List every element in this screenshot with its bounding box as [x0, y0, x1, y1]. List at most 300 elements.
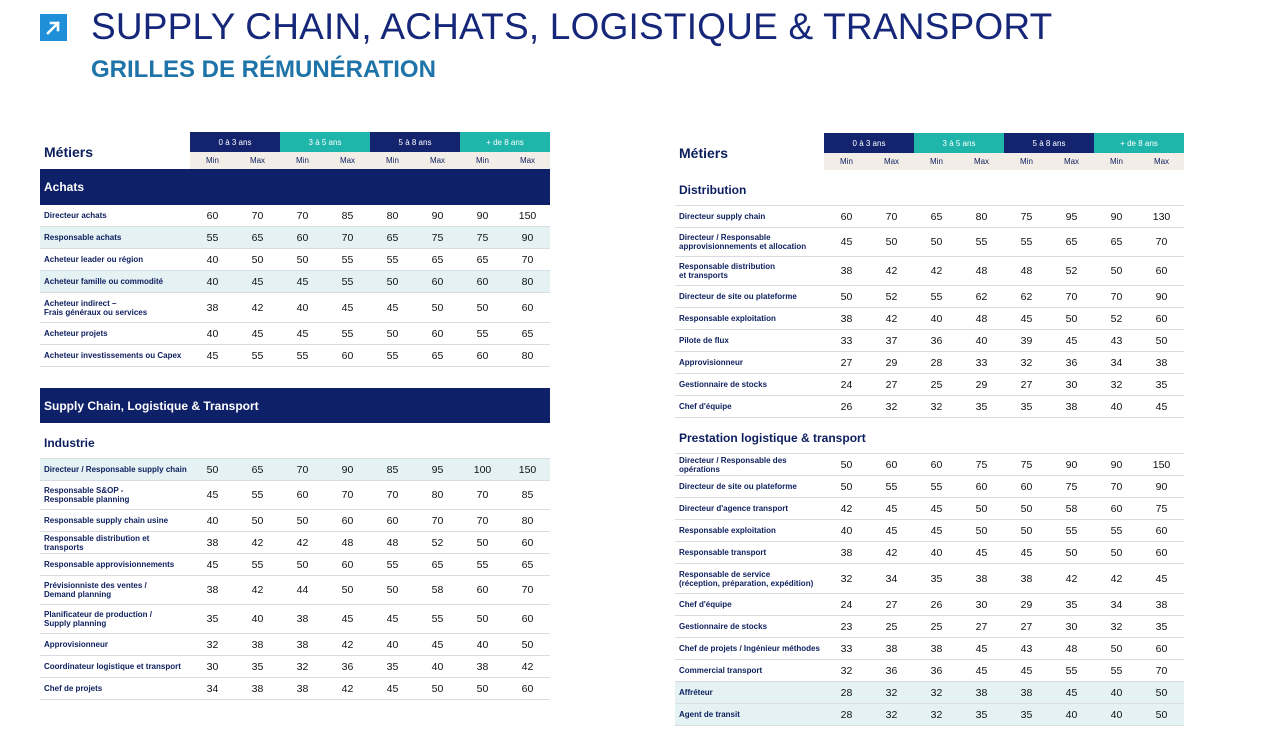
salary-value: 45	[840, 236, 853, 248]
salary-value: 50	[341, 584, 354, 596]
minmax-label: Max	[973, 157, 990, 166]
table-row	[40, 656, 550, 678]
salary-value: 70	[521, 253, 534, 266]
salary-value: 52	[431, 536, 444, 549]
salary-value: 90	[1110, 458, 1123, 471]
salary-value: 26	[930, 598, 943, 611]
table-row	[675, 257, 1184, 286]
table-row	[675, 286, 1184, 308]
salary-value: 45	[206, 558, 219, 571]
salary-value: 80	[975, 210, 988, 223]
salary-value: 32	[206, 638, 219, 651]
salary-value: 60	[296, 489, 309, 501]
salary-value: 38	[251, 638, 264, 651]
salary-value: 50	[975, 502, 988, 515]
salary-values	[824, 621, 1184, 633]
salary-value: 55	[251, 349, 264, 362]
experience-group-3: + de 8 ans	[1094, 133, 1184, 153]
salary-value: 70	[1110, 290, 1123, 303]
salary-value: 45	[1020, 546, 1033, 559]
experience-group-1: 3 à 5 ans	[914, 133, 1004, 153]
salary-value: 65	[251, 231, 264, 244]
salary-value: 38	[1020, 572, 1033, 585]
salary-value: 27	[975, 620, 988, 633]
salary-value: 75	[431, 231, 444, 244]
job-title: Responsable approvisionnements	[44, 560, 175, 569]
salary-value: 25	[885, 620, 898, 633]
salary-value: 32	[930, 708, 943, 721]
salary-value: 37	[885, 334, 898, 347]
salary-value: 60	[476, 349, 489, 362]
job-title: Responsable transport	[679, 548, 767, 557]
job-title: Gestionnaire de stocks	[679, 380, 768, 389]
salary-value: 55	[1020, 236, 1033, 248]
salary-value: 65	[476, 253, 489, 266]
salary-value: 52	[885, 290, 898, 303]
salary-value: 55	[1110, 524, 1123, 537]
experience-group-0: 0 à 3 ans	[190, 132, 280, 152]
salary-value: 38	[1155, 598, 1168, 611]
salary-value: 80	[521, 514, 534, 527]
table-row	[40, 249, 550, 271]
salary-values	[824, 599, 1184, 611]
salary-value: 45	[206, 349, 219, 362]
job-title: Affréteur	[679, 688, 713, 697]
salary-value: 65	[251, 463, 264, 476]
salary-value: 48	[975, 265, 988, 277]
minmax-label: Min	[386, 156, 399, 165]
salary-value: 55	[431, 613, 444, 625]
salary-value: 60	[885, 458, 898, 471]
salary-value: 50	[476, 682, 489, 695]
salary-value: 60	[1155, 524, 1168, 537]
table-row	[675, 498, 1184, 520]
salary-value: 50	[840, 480, 853, 493]
job-title: Approvisionneur	[679, 358, 744, 367]
table-row	[675, 330, 1184, 352]
salary-value: 65	[521, 558, 534, 571]
min-max-row	[824, 153, 1184, 170]
salary-value: 60	[1020, 480, 1033, 493]
table-row	[40, 271, 550, 293]
salary-value: 50	[1020, 524, 1033, 537]
salary-value: 36	[1065, 356, 1078, 369]
salary-value: 50	[1110, 546, 1123, 559]
salary-values	[824, 357, 1184, 369]
salary-values	[824, 291, 1184, 303]
salary-value: 48	[975, 312, 988, 325]
salary-value: 25	[930, 620, 943, 633]
minmax-label: Max	[1063, 157, 1080, 166]
salary-value: 60	[341, 558, 354, 571]
salary-value: 33	[840, 334, 853, 347]
minmax-label: Min	[476, 156, 489, 165]
salary-value: 70	[476, 514, 489, 527]
salary-values	[190, 254, 550, 266]
salary-values	[190, 350, 550, 362]
salary-value: 39	[1020, 334, 1033, 347]
salary-value: 60	[476, 275, 489, 288]
salary-value: 50	[386, 584, 399, 596]
salary-value: 60	[521, 301, 534, 314]
salary-values	[190, 489, 550, 501]
salary-value: 35	[386, 660, 399, 673]
salary-value: 42	[341, 682, 354, 695]
salary-value: 38	[930, 642, 943, 655]
salary-value: 38	[1020, 686, 1033, 699]
job-title: Directeur / Responsable des opérations	[679, 455, 787, 474]
salary-value: 50	[386, 275, 399, 288]
salary-values	[824, 481, 1184, 493]
salary-value: 80	[386, 209, 399, 222]
salary-values	[190, 276, 550, 288]
salary-value: 38	[840, 312, 853, 325]
salary-values	[824, 643, 1184, 655]
salary-value: 32	[840, 664, 853, 677]
salary-value: 38	[840, 265, 853, 277]
job-title: Commercial transport	[679, 666, 763, 675]
salary-value: 60	[296, 231, 309, 244]
table-row	[40, 554, 550, 576]
salary-value: 27	[840, 356, 853, 369]
salary-value: 38	[840, 546, 853, 559]
salary-value: 50	[1155, 708, 1168, 721]
job-title: Responsable de service (réception, préparation, expédition)	[679, 569, 814, 588]
salary-values	[190, 232, 550, 244]
salary-value: 35	[1020, 400, 1033, 413]
job-title: Responsable exploitation	[679, 526, 776, 535]
salary-value: 150	[518, 463, 537, 476]
salary-value: 32	[930, 686, 943, 699]
salary-values	[824, 211, 1184, 223]
salary-value: 55	[930, 290, 943, 303]
salary-value: 28	[930, 356, 943, 369]
table-row	[40, 510, 550, 532]
salary-values	[824, 665, 1184, 677]
salary-value: 100	[473, 463, 492, 476]
salary-value: 50	[930, 236, 943, 248]
salary-value: 80	[521, 349, 534, 362]
table-row	[675, 476, 1184, 498]
salary-value: 50	[206, 463, 219, 476]
salary-value: 45	[885, 502, 898, 515]
section-header: Achats	[40, 169, 550, 205]
salary-value: 40	[206, 327, 219, 340]
salary-values	[190, 613, 550, 625]
salary-value: 45	[341, 613, 354, 625]
salary-value: 55	[1110, 664, 1123, 677]
salary-value: 70	[1155, 236, 1168, 248]
salary-value: 42	[521, 660, 534, 673]
salary-value: 29	[975, 378, 988, 391]
minmax-label: Min	[1020, 157, 1033, 166]
salary-value: 40	[386, 638, 399, 651]
subsection-header: Industrie	[40, 423, 550, 459]
salary-values	[190, 683, 550, 695]
salary-value: 70	[1065, 290, 1078, 303]
job-title: Chef de projets / Ingénieur méthodes	[679, 644, 820, 653]
job-title: Directeur / Responsable supply chain	[44, 465, 187, 474]
minmax-label: Min	[840, 157, 853, 166]
salary-value: 55	[386, 558, 399, 571]
salary-value: 45	[341, 301, 354, 314]
job-title: Responsable S&OP - Responsable planning	[44, 486, 130, 504]
salary-value: 40	[1110, 708, 1123, 721]
salary-value: 50	[296, 253, 309, 266]
salary-value: 29	[1020, 598, 1033, 611]
salary-value: 32	[1110, 620, 1123, 633]
salary-value: 58	[431, 584, 444, 596]
salary-value: 90	[431, 209, 444, 222]
salary-values	[824, 709, 1184, 721]
salary-value: 90	[1155, 480, 1168, 493]
table-row	[675, 228, 1184, 257]
salary-value: 40	[975, 334, 988, 347]
job-title: Directeur de site ou plateforme	[679, 292, 797, 301]
salary-value: 35	[1155, 620, 1168, 633]
salary-value: 80	[431, 489, 444, 501]
salary-value: 90	[1155, 290, 1168, 303]
salary-value: 45	[1065, 686, 1078, 699]
salary-value: 32	[1020, 356, 1033, 369]
salary-value: 60	[431, 275, 444, 288]
table-row	[40, 678, 550, 700]
salary-values	[190, 537, 550, 549]
salary-value: 70	[296, 209, 309, 222]
salary-value: 43	[1020, 642, 1033, 655]
salary-value: 30	[1065, 620, 1078, 633]
salary-value: 38	[885, 642, 898, 655]
salary-value: 55	[341, 275, 354, 288]
salary-value: 35	[1020, 708, 1033, 721]
salary-value: 30	[975, 598, 988, 611]
salary-value: 45	[431, 638, 444, 651]
salary-value: 36	[885, 664, 898, 677]
salary-value: 40	[1065, 708, 1078, 721]
salary-value: 50	[975, 524, 988, 537]
salary-value: 45	[1155, 572, 1168, 585]
salary-values	[824, 503, 1184, 515]
salary-value: 50	[885, 236, 898, 248]
salary-value: 60	[521, 613, 534, 625]
table-row	[40, 293, 550, 323]
section-header: Distribution	[675, 170, 1184, 206]
minmax-label: Min	[930, 157, 943, 166]
salary-value: 50	[296, 558, 309, 571]
salary-values	[824, 236, 1184, 248]
salary-value: 62	[1020, 290, 1033, 303]
salary-value: 50	[1110, 265, 1123, 277]
salary-values	[190, 302, 550, 314]
salary-value: 48	[1020, 265, 1033, 277]
salary-value: 32	[840, 572, 853, 585]
salary-value: 70	[386, 489, 399, 501]
salary-value: 70	[476, 489, 489, 501]
salary-value: 50	[1020, 502, 1033, 515]
salary-value: 50	[476, 536, 489, 549]
salary-value: 45	[1155, 400, 1168, 413]
table-row	[675, 638, 1184, 660]
salary-value: 23	[840, 620, 853, 633]
salary-value: 90	[476, 209, 489, 222]
salary-values	[824, 459, 1184, 471]
salary-value: 52	[1065, 265, 1078, 277]
salary-value: 25	[930, 378, 943, 391]
salary-value: 48	[1065, 642, 1078, 655]
salary-value: 58	[1065, 502, 1078, 515]
job-title: Directeur / Responsable approvisionnements et allocation	[679, 233, 807, 251]
salary-value: 42	[296, 536, 309, 549]
salary-value: 55	[206, 231, 219, 244]
salary-value: 50	[431, 682, 444, 695]
salary-value: 45	[885, 524, 898, 537]
salary-value: 60	[1155, 546, 1168, 559]
salary-value: 75	[1020, 458, 1033, 471]
salary-value: 45	[975, 546, 988, 559]
salary-value: 45	[930, 502, 943, 515]
minmax-label: Max	[519, 156, 536, 165]
salary-value: 90	[521, 231, 534, 244]
salary-value: 29	[885, 356, 898, 369]
table-row	[675, 564, 1184, 594]
table-row	[675, 520, 1184, 542]
salary-values	[824, 401, 1184, 413]
table-header	[40, 132, 550, 169]
salary-value: 80	[521, 275, 534, 288]
job-title: Coordinateur logistique et transport	[44, 662, 181, 671]
job-title: Acheteur leader ou région	[44, 255, 144, 264]
salary-value: 38	[206, 584, 219, 596]
salary-value: 27	[885, 598, 898, 611]
job-title: Agent de transit	[679, 710, 740, 719]
salary-values	[824, 687, 1184, 699]
salary-value: 55	[386, 253, 399, 266]
salary-value: 70	[341, 489, 354, 501]
salary-values	[824, 379, 1184, 391]
table-row	[40, 205, 550, 227]
salary-value: 65	[431, 253, 444, 266]
salary-value: 50	[251, 253, 264, 266]
table-row	[675, 206, 1184, 228]
table-row	[675, 616, 1184, 638]
salary-value: 55	[341, 327, 354, 340]
salary-value: 60	[206, 209, 219, 222]
salary-value: 55	[1065, 664, 1078, 677]
salary-value: 50	[1155, 334, 1168, 347]
job-title: Acheteur indirect – Frais généraux ou services	[44, 298, 148, 317]
salary-value: 45	[975, 664, 988, 677]
salary-value: 50	[476, 613, 489, 625]
salary-value: 40	[1110, 686, 1123, 699]
salary-value: 90	[1065, 458, 1078, 471]
salary-value: 45	[386, 682, 399, 695]
section-header: Supply Chain, Logistique & Transport	[40, 388, 550, 423]
table-row	[675, 308, 1184, 330]
salary-value: 38	[975, 686, 988, 699]
salary-value: 55	[251, 558, 264, 571]
salary-value: 32	[885, 708, 898, 721]
salary-value: 45	[1020, 664, 1033, 677]
job-title: Pilote de flux	[679, 336, 729, 345]
salary-value: 60	[1155, 265, 1168, 277]
salary-value: 75	[975, 458, 988, 471]
salary-value: 42	[885, 546, 898, 559]
salary-value: 32	[930, 400, 943, 413]
table-header	[675, 133, 1184, 170]
salary-value: 60	[1155, 642, 1168, 655]
job-title: Prévisionniste des ventes / Demand planning	[44, 581, 147, 599]
salary-value: 60	[975, 480, 988, 493]
salary-value: 36	[930, 664, 943, 677]
salary-value: 52	[1110, 312, 1123, 325]
salary-value: 60	[1155, 312, 1168, 325]
salary-value: 42	[251, 584, 264, 596]
table-row	[40, 605, 550, 634]
salary-value: 65	[1065, 236, 1078, 248]
job-title: Planificateur de production / Supply planning	[44, 610, 153, 628]
salary-value: 50	[386, 327, 399, 340]
job-title: Acheteur investissements ou Capex	[44, 351, 182, 360]
salary-value: 60	[1110, 502, 1123, 515]
salary-value: 150	[518, 209, 537, 222]
page-title: SUPPLY CHAIN, ACHATS, LOGISTIQUE & TRANSPORT	[91, 6, 1053, 47]
minmax-label: Max	[883, 157, 900, 166]
salary-value: 40	[1110, 400, 1123, 413]
experience-group-2: 5 à 8 ans	[370, 132, 460, 152]
salary-value: 42	[251, 536, 264, 549]
table-row	[675, 660, 1184, 682]
salary-values	[190, 559, 550, 571]
salary-value: 48	[386, 536, 399, 549]
salary-value: 24	[840, 598, 853, 611]
job-title: Responsable distribution et transports	[679, 262, 776, 280]
salary-values	[824, 573, 1184, 585]
salary-values	[190, 515, 550, 527]
salary-value: 50	[476, 301, 489, 314]
job-title: Acheteur famille ou commodité	[44, 277, 164, 286]
salary-value: 35	[930, 572, 943, 585]
salary-value: 27	[1020, 620, 1033, 633]
salary-value: 70	[885, 210, 898, 223]
table-row	[675, 704, 1184, 726]
salary-value: 40	[206, 514, 219, 527]
minmax-label: Max	[429, 156, 446, 165]
salary-value: 45	[296, 327, 309, 340]
table-row	[675, 454, 1184, 476]
salary-value: 35	[975, 708, 988, 721]
salary-value: 45	[1020, 312, 1033, 325]
salary-value: 65	[431, 558, 444, 571]
salary-value: 90	[1110, 210, 1123, 223]
salary-value: 42	[1065, 572, 1078, 585]
table-row	[40, 345, 550, 367]
arrow-logo-icon	[40, 14, 67, 41]
salary-value: 35	[1065, 598, 1078, 611]
salary-value: 40	[296, 301, 309, 314]
salary-value: 60	[476, 584, 489, 596]
salary-values	[824, 525, 1184, 537]
salary-values	[824, 547, 1184, 559]
job-title: Directeur achats	[44, 211, 107, 220]
salary-value: 40	[251, 613, 264, 625]
table-row	[675, 374, 1184, 396]
salary-values	[824, 313, 1184, 325]
salary-value: 35	[975, 400, 988, 413]
salary-value: 32	[1110, 378, 1123, 391]
salary-value: 34	[885, 572, 898, 585]
table-row	[40, 459, 550, 481]
spacer	[40, 367, 550, 388]
